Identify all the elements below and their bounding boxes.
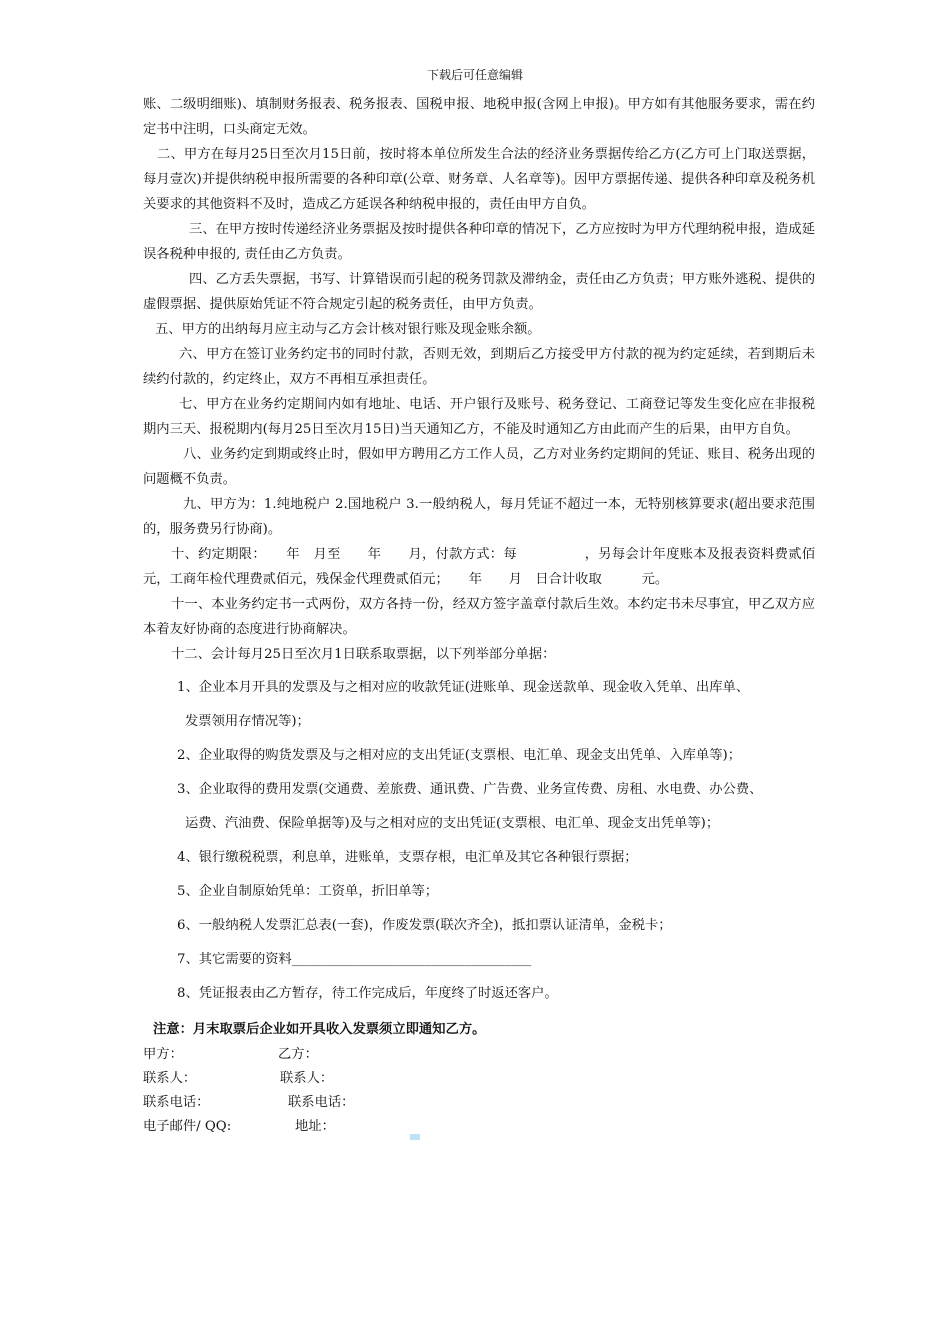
list-item: 7、其它需要的资料____________________________________ bbox=[177, 952, 532, 967]
list-item: 8、凭证报表由乙方暂存，待工作完成后，年度终了时返还客户。 bbox=[177, 986, 558, 1001]
list-item: 3、企业取得的费用发票(交通费、差旅费、通讯费、广告费、业务宣传费、房租、水电费、办公费、 bbox=[177, 782, 763, 797]
phone-b-label: 联系电话： bbox=[288, 1095, 355, 1110]
list-item: 6、一般纳税人发票汇总表(一套)，作废发票(联次齐全)，抵扣票认证清单，金税卡； bbox=[177, 918, 672, 933]
phone-a-label: 联系电话： bbox=[143, 1095, 210, 1110]
page-header: 下载后可任意编辑 bbox=[426, 68, 523, 82]
paragraph-1: 账、二级明细账)、填制财务报表、税务报表、国税申报、地税申报(含网上申报)。甲方如有其他服务要求，需在约定书中注明，口头商定无效。 bbox=[143, 97, 815, 137]
paragraph-4: 四、乙方丢失票据，书写、计算错误而引起的税务罚款及滞纳金，责任由乙方负责；甲方账外逃税、提供的虚假票据、提供原始凭证不符合规定引起的税务责任，由甲方负责。 bbox=[143, 272, 815, 312]
document-list bbox=[143, 671, 815, 1011]
list-item: 5、企业自制原始凭单：工资单，折旧单等； bbox=[177, 884, 439, 899]
paragraph-11: 十一、本业务约定书一式两份，双方各持一份，经双方签字盖章付款后生效。本约定书未尽事宜，甲乙双方应本着友好协商的态度进行协商解决。 bbox=[143, 597, 815, 637]
signature-row bbox=[143, 1067, 815, 1091]
party-a-label: 甲方： bbox=[143, 1047, 183, 1062]
notice: 注意：月末取票后企业如开具收入发票须立即通知乙方。 bbox=[153, 1022, 486, 1037]
list-item: 1、企业本月开具的发票及与之相对应的收款凭证(进账单、现金送款单、现金收入凭单、出库单、 bbox=[177, 680, 750, 695]
paragraph-2: 二、甲方在每月25日至次月15日前，按时将本单位所发生合法的经济业务票据传给乙方(乙方可上门取送票据，每月壹次)并提供纳税申报所需要的各种印章(公章、财务章、人名章等)。因甲方票据传递、提供各种印章及税务机关要求的其他资料不及时，造成乙方延误各种纳税申报的，责任由甲方自负。 bbox=[143, 147, 815, 212]
signature-row bbox=[143, 1043, 815, 1067]
contract-body bbox=[143, 92, 815, 1139]
address-label: 地址： bbox=[295, 1119, 335, 1134]
paragraph-12: 十二、会计每月25日至次月1日联系取票据，以下列举部分单据： bbox=[171, 647, 556, 662]
email-qq-label: 电子邮件/ QQ: bbox=[143, 1119, 232, 1134]
paragraph-7: 七、甲方在业务约定期间内如有地址、电话、开户银行及账号、税务登记、工商登记等发生变化应在非报税期内三天、报税期内(每月25日至次月15日)当天通知乙方，不能及时通知乙方由此而产生的后果，由甲方自负。 bbox=[143, 397, 815, 437]
list-item: 4、银行缴税税票，利息单，进账单，支票存根，电汇单及其它各种银行票据； bbox=[177, 850, 638, 865]
paragraph-3: 三、在甲方按时传递经济业务票据及按时提供各种印章的情况下，乙方应按时为甲方代理纳税申报，造成延误各税种申报的, 责任由乙方负责。 bbox=[143, 222, 815, 262]
list-item-continuation: 运费、汽油费、保险单据等)及与之相对应的支出凭证(支票根、电汇单、现金支出凭单等)； bbox=[185, 816, 720, 831]
signature-block bbox=[143, 1043, 815, 1139]
list-item: 2、企业取得的购货发票及与之相对应的支出凭证(支票根、电汇单、现金支出凭单、入库单等)； bbox=[177, 748, 742, 763]
highlight-mark bbox=[410, 1134, 420, 1140]
signature-row bbox=[143, 1115, 815, 1139]
signature-row bbox=[143, 1091, 815, 1115]
paragraph-10: 十、约定期限： 年 月至 年 月，付款方式：每 ，另每会计年度账本及报表资料费贰佰元，工商年检代理费贰佰元，残保金代理费贰佰元； 年 月 日合计收取 元。 bbox=[143, 547, 815, 587]
contact-person-a-label: 联系人： bbox=[143, 1071, 197, 1086]
list-item-continuation: 发票领用存情况等)； bbox=[185, 714, 310, 729]
party-b-label: 乙方： bbox=[278, 1047, 318, 1062]
paragraph-8: 八、业务约定到期或终止时，假如甲方聘用乙方工作人员，乙方对业务约定期间的凭证、账目、税务出现的问题概不负责。 bbox=[143, 447, 815, 487]
paragraph-5: 五、甲方的出纳每月应主动与乙方会计核对银行账及现金账余额。 bbox=[155, 322, 541, 337]
contact-person-b-label: 联系人： bbox=[280, 1071, 334, 1086]
paragraph-9: 九、甲方为：1.纯地税户 2.国地税户 3.一般纳税人，每月凭证不超过一本，无特别核算要求(超出要求范围的，服务费另行协商)。 bbox=[143, 497, 815, 537]
paragraph-6: 六、甲方在签订业务约定书的同时付款，否则无效，到期后乙方接受甲方付款的视为约定延续，若到期后未续约付款的，约定终止，双方不再相互承担责任。 bbox=[143, 347, 815, 387]
